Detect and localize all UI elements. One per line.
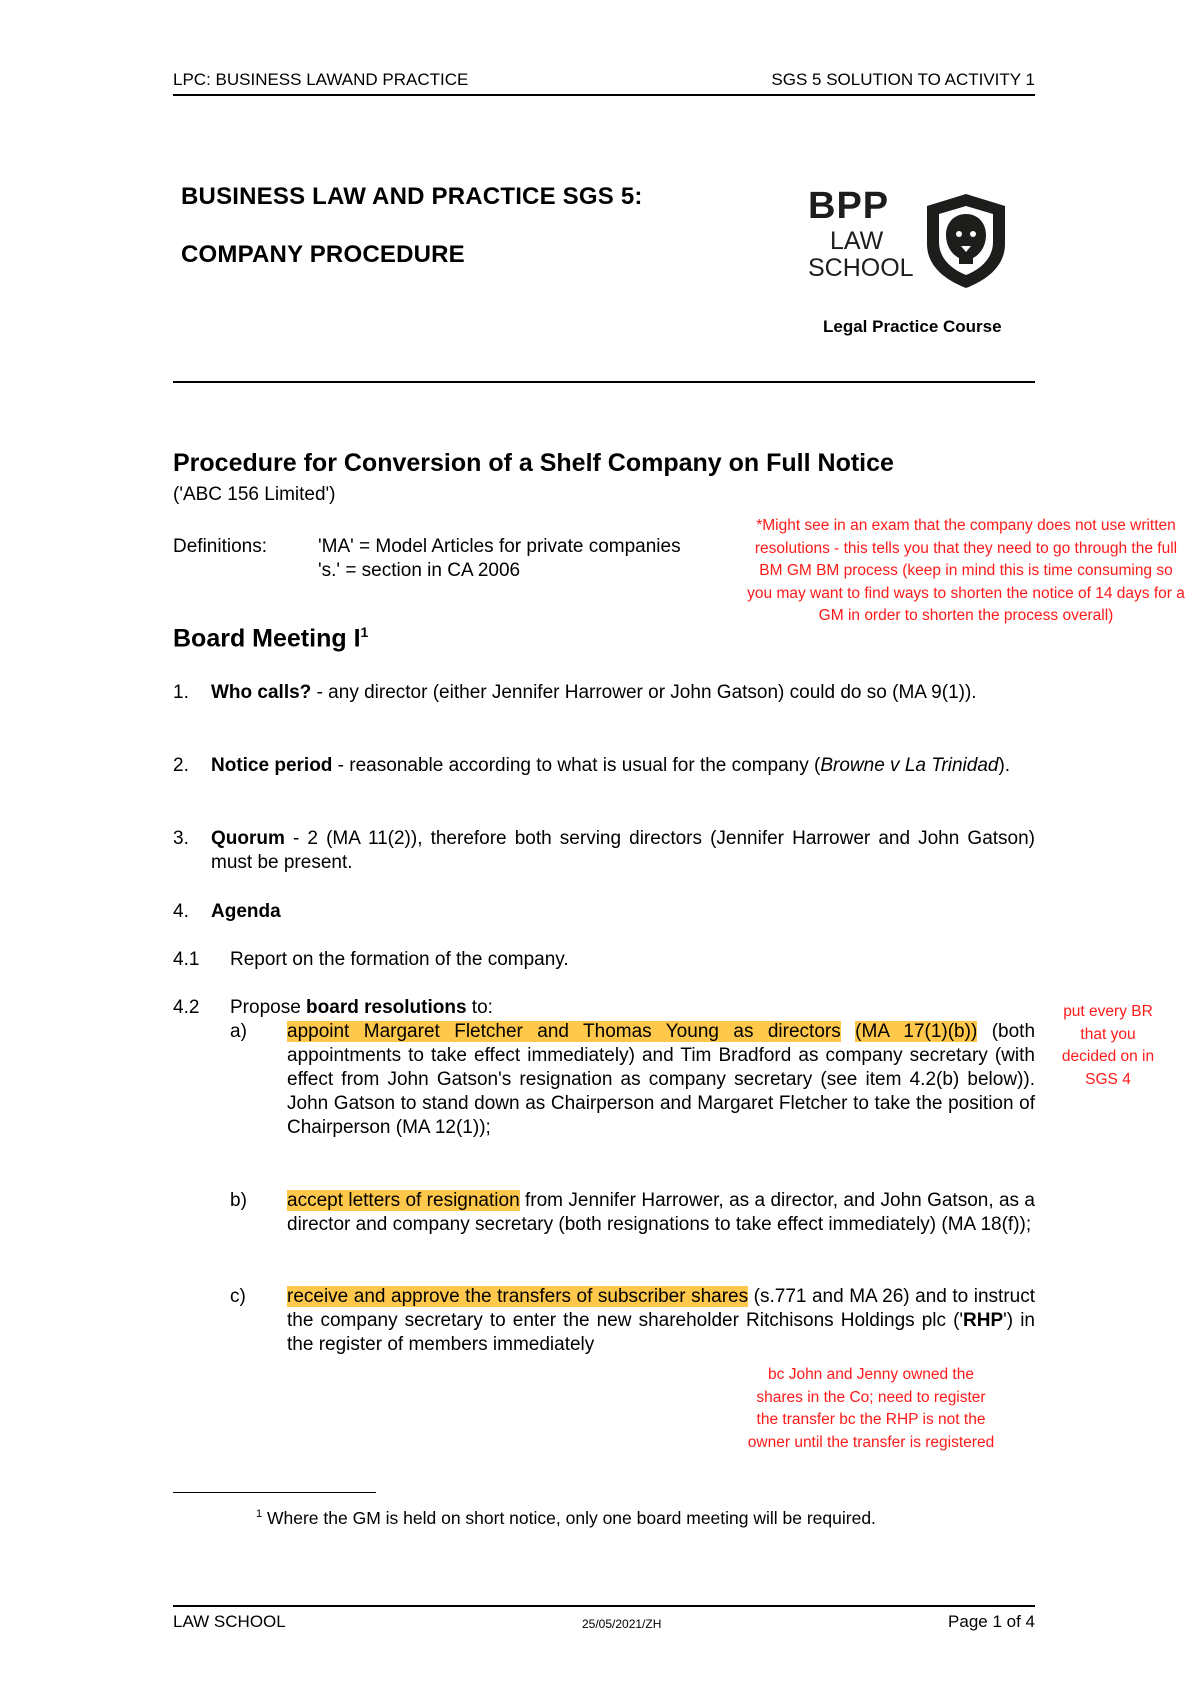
highlight-ma-ref: (MA 17(1)(b))	[855, 1021, 978, 1042]
list-item	[173, 900, 1035, 924]
resolution-b	[230, 1189, 1035, 1237]
list-item	[173, 754, 1035, 778]
resolution-text: (both appointments to take effect immediately) and Tim Bradford as company secretary (with effect from John Gatson's resignation as company secretary (see item 4.2(b) below)). John Gatson to stand down as Chairperson and Margaret Fletcher to take the position of Chairperson (MA 12(1));	[287, 1021, 1036, 1138]
procedure-subtitle: ('ABC 156 Limited')	[173, 484, 336, 505]
footnote-text: Where the GM is held on short notice, only one board meeting will be required.	[262, 1508, 876, 1528]
rhp-abbr: RHP	[963, 1310, 1004, 1331]
item-bold: Who calls?	[211, 682, 312, 703]
resolution-label: c)	[230, 1286, 246, 1307]
highlight-appoint-directors: appoint Margaret Fletcher and Thomas Young as directors	[287, 1021, 841, 1042]
resolution-label: a)	[230, 1021, 247, 1042]
item-tail: ).	[998, 755, 1011, 776]
bpp-logo	[808, 186, 914, 282]
footnote-ref: 1	[360, 624, 369, 640]
list-item	[173, 681, 1035, 705]
item-number: 4.	[173, 901, 189, 922]
annotation-put-every-br: put every BR that you decided on in SGS 4	[1061, 1003, 1155, 1088]
item-text: - reasonable according to what is usual for the company (	[332, 755, 821, 776]
case-name: Browne v La Trinidad	[820, 755, 999, 776]
logo-school: SCHOOL	[808, 254, 914, 282]
sub-text: Report on the formation of the company.	[230, 949, 569, 970]
logo-caption: Legal Practice Course	[823, 317, 1002, 336]
procedure-title: Procedure for Conversion of a Shelf Company on Full Notice	[173, 449, 894, 477]
board-meeting-heading	[173, 624, 368, 653]
resolution-text: (s.771 and MA 26) and to instruct the company secretary to enter the new shareholder Ritchisons Holdings plc ('	[287, 1286, 1035, 1331]
resolution-c	[230, 1285, 1035, 1357]
footnote-number: 1	[256, 1508, 263, 1521]
sub-number: 4.2	[173, 997, 200, 1018]
highlight-resignation: accept letters of resignation	[287, 1190, 520, 1211]
header-right: SGS 5 SOLUTION TO ACTIVITY 1	[771, 70, 1035, 89]
lion-shield-icon	[923, 192, 1009, 295]
header-rule	[173, 94, 1035, 96]
annotation-written-resolutions: *Might see in an exam that the company does not use written resolutions - this tells you that they need to go through the full BM GM BM process (keep in mind this is time consuming so you may want to find ways to shorten the notice of 14 days for a GM in order to shorten the process overall)	[747, 517, 1185, 624]
resolution-label: b)	[230, 1190, 247, 1211]
item-number: 3.	[173, 828, 189, 849]
logo-brand: BPP	[808, 185, 890, 227]
annotation-register-transfer: bc John and Jenny owned the shares in the Co; need to register the transfer bc the RHP is not the owner until the transfer is registered	[747, 1366, 995, 1451]
sub-number: 4.1	[173, 949, 200, 970]
agenda-item-4-2	[173, 996, 1035, 1020]
item-number: 1.	[173, 682, 189, 703]
board-meeting-heading-text: Board Meeting I	[173, 624, 361, 653]
footer-rule	[173, 1605, 1035, 1607]
footer-left: LAW SCHOOL	[173, 1612, 286, 1631]
item-text: - any director (either Jennifer Harrower or John Gatson) could do so (MA 9(1)).	[311, 682, 977, 703]
item-number: 2.	[173, 755, 189, 776]
sub-post: to:	[466, 997, 493, 1018]
title-rule	[173, 381, 1035, 383]
agenda-item-4-1	[173, 948, 1035, 972]
footer-page: Page 1 of 4	[948, 1612, 1035, 1631]
document-title-line2: COMPANY PROCEDURE	[181, 241, 465, 268]
list-item	[173, 827, 1035, 875]
footnote	[256, 1508, 876, 1529]
item-bold: Quorum	[211, 828, 285, 849]
sub-bold: board resolutions	[306, 997, 467, 1018]
item-text: - 2 (MA 11(2)), therefore both serving directors (Jennifer Harrower and John Gatson) must be present.	[211, 828, 1035, 873]
resolution-text-end: ') in the register of members immediately	[287, 1310, 1035, 1355]
resolution-a	[230, 1020, 1035, 1140]
header-left: LPC: BUSINESS LAWAND PRACTICE	[173, 70, 469, 89]
sub-pre: Propose	[230, 997, 307, 1018]
highlight-transfers: receive and approve the transfers of subscriber shares	[287, 1286, 749, 1307]
item-bold: Agenda	[211, 901, 281, 922]
resolution-text: from Jennifer Harrower, as a director, and John Gatson, as a director and company secretary (both resignations to take effect immediately) (MA 18(f));	[287, 1190, 1035, 1235]
logo-law: LAW	[830, 227, 884, 255]
definitions-label: Definitions:	[173, 536, 267, 557]
document-title-line1: BUSINESS LAW AND PRACTICE SGS 5:	[181, 183, 643, 210]
footer-date: 25/05/2021/ZH	[582, 1617, 662, 1631]
definition-s: 's.' = section in CA 2006	[318, 560, 521, 581]
gap	[841, 1021, 855, 1042]
definition-ma: 'MA' = Model Articles for private companies	[318, 536, 681, 557]
footnote-separator	[173, 1492, 376, 1493]
item-bold: Notice period	[211, 755, 333, 776]
